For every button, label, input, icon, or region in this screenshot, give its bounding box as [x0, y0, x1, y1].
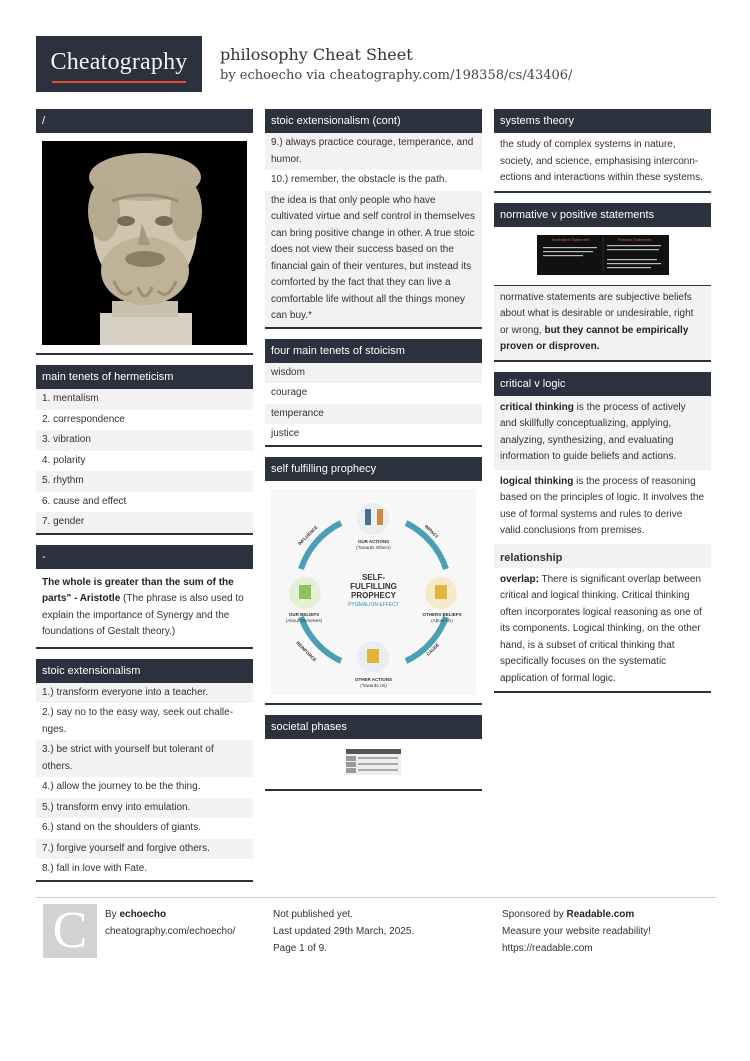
footer-updated: Last updated 29th March, 2025.: [273, 926, 415, 937]
critical-thinking-term: critical thinking: [500, 401, 574, 413]
relationship-subheading: relationship: [494, 544, 711, 568]
section-title: normative v positive statements: [494, 203, 711, 227]
critical-thinking-text: [494, 396, 711, 470]
list-item: 8.) fall in love with Fate.: [42, 863, 148, 874]
footer-author-link[interactable]: echoecho: [119, 909, 167, 920]
diagram-center-2: FULFILLING: [350, 581, 397, 591]
diagram-reinforce-label: REINFORCE: [295, 639, 318, 663]
page-subtitle[interactable]: by echoecho via cheatography.com/198358/cs/43406/: [220, 68, 573, 83]
diagram-right-sub: (About Us): [431, 617, 453, 623]
list-item: 7. gender: [36, 512, 253, 533]
list-item: the idea is that only people who have cultivated virtue and self control in themselves can bring positive change in other. A true stoic does not view their success based on the financial gain of their ventures, but instead its comforted by the fact that they can live a comfortable life without all the things money can buy.*: [265, 191, 482, 327]
list-item: 9.) always practice courage, temperance, and humor.: [265, 133, 482, 170]
section-four-tenets: [265, 339, 482, 447]
section-self-fulfilling-prophecy: [265, 457, 482, 705]
footer-sponsor-url[interactable]: https://readable.com: [502, 943, 593, 954]
normative-positive-image: [537, 235, 669, 275]
list-item: 1.) transform everyone into a teacher.: [36, 683, 253, 704]
section-title: systems theory: [494, 109, 711, 133]
list-item: 2. correspondence: [42, 413, 125, 425]
footer-published: Not published yet.: [273, 909, 354, 920]
section-title: stoic extensionalism: [36, 659, 253, 683]
section-title: main tenets of hermeticism: [36, 365, 253, 389]
section-title: four main tenets of stoicism: [265, 339, 482, 363]
list-item: 1. mentalism: [36, 389, 253, 410]
logo-underline: [52, 81, 186, 83]
logical-thinking-definition: is the process of reasoning based on the principles of logic. It involves the use of formal systems and rules to derive valid conclusions from premises.: [500, 475, 705, 536]
footer-author-url[interactable]: cheatography.com/echoecho/: [105, 926, 236, 937]
diagram-right-label: OTHERS BELIEFS: [422, 611, 462, 617]
diagram-influence-label: INFLUENCE: [297, 524, 319, 546]
section-critical-logic: [494, 372, 711, 694]
list-item: courage: [271, 387, 308, 398]
diagram-bottom-label: OTHER ACTIONS: [354, 676, 393, 682]
section-stoic-extensionalism: [36, 659, 253, 882]
critical-thinking-definition: is the process of actively and skillfully conceptualizing, applying, analyzing, synthesizing, and evaluating information to guide beliefs and actions.: [500, 401, 686, 462]
list-item: 5.) transform envy into emulation.: [36, 798, 253, 819]
footer-sponsor-label: Sponsored by: [502, 909, 567, 920]
list-item: 2.) say no to the easy way, seek out challenges.: [42, 707, 234, 735]
diagram-center-3: PROPHECY: [351, 590, 396, 600]
overlap-text: [494, 568, 711, 692]
diagram-cause-label: CAUSE: [425, 641, 441, 657]
logical-thinking-text: [494, 470, 711, 544]
philosopher-bust-image: [42, 141, 247, 345]
image-left-heading: Normative Statement: [551, 236, 590, 242]
section-title: -: [36, 545, 253, 569]
diagram-top-sub: (Towards Others): [356, 544, 391, 550]
image-text-lines: [537, 235, 669, 275]
footer-page-number: Page 1 of 9.: [273, 943, 327, 954]
section-bust: [36, 109, 253, 355]
diagram-center-1: SELF-: [361, 572, 386, 582]
quote-text: [36, 569, 253, 647]
diagram-left-label: OUR BELIEFS: [288, 611, 320, 617]
section-title: critical v logic: [494, 372, 711, 396]
section-title: self fulfilling prophecy: [265, 457, 482, 481]
prophecy-diagram: [271, 489, 476, 695]
section-hermeticism: [36, 365, 253, 535]
section-title: /: [36, 109, 253, 133]
footer-sponsor-text: Measure your website readability!: [502, 926, 651, 937]
column-1: [36, 109, 253, 892]
diagram-left-sub: (About Ourselves): [285, 617, 323, 623]
section-aristotle-quote: [36, 545, 253, 649]
section-normative-positive: [494, 203, 711, 362]
section-societal-phases: [265, 715, 482, 791]
overlap-definition: There is significant overlap between critical and logical thinking. Critical thinking often incorporates logical reasoning as one of its components. Logical thinking, on the other hand, is a subset of critical thinking that specifically focuses on the systematic application of formal logic.: [500, 573, 702, 684]
section-title: societal phases: [265, 715, 482, 739]
list-item: 6. cause and effect: [42, 495, 127, 507]
column-3: [494, 109, 711, 703]
diagram-center-4: PYGMALION EFFECT: [348, 601, 399, 608]
footer-sponsor-link[interactable]: Readable.com: [566, 909, 635, 920]
section-stoic-extensionalism-cont: [265, 109, 482, 329]
list-item: 6.) stand on the shoulders of giants.: [42, 822, 201, 833]
section-systems-theory: [494, 109, 711, 193]
diagram-impact-label: IMPACT: [423, 523, 440, 539]
diagram-bottom-sub: (Towards Us): [360, 682, 387, 688]
column-2: [265, 109, 482, 801]
list-item: 4. polarity: [42, 454, 86, 466]
cheatography-c-logo[interactable]: C: [43, 904, 97, 958]
logo-text: Cheatography: [50, 49, 188, 75]
quote-bold: The whole is greater than the sum of the parts" - Aristotle: [42, 576, 234, 604]
image-right-heading: Positive Statement: [617, 236, 652, 242]
list-item: 3. vibration: [36, 430, 253, 451]
cheatography-logo[interactable]: [36, 36, 202, 92]
normative-text-bold: but they cannot be empirically proven or disproven.: [500, 324, 689, 352]
list-item: 7.) forgive yourself and forgive others.: [36, 839, 253, 860]
list-item: wisdom: [265, 363, 482, 384]
footer-by-label: By: [105, 909, 120, 920]
list-item: 10.) remember, the obstacle is the path.: [271, 174, 448, 185]
societal-phases-table-image: [346, 749, 401, 775]
list-item: temperance: [265, 404, 482, 425]
section-title: stoic extensionalism (cont): [265, 109, 482, 133]
page-header: [36, 36, 716, 94]
footer-sponsor-line: [502, 906, 634, 923]
page-title: philosophy Cheat Sheet: [220, 45, 413, 64]
logical-thinking-term: logical thinking: [500, 475, 574, 487]
systems-text: the study of complex systems in nature, society, and science, emphasising interconnections and interactions within these systems.: [500, 139, 703, 183]
diagram-top-label: OUR ACTIONS: [357, 538, 390, 544]
normative-text: [494, 286, 711, 360]
list-item: 5. rhythm: [36, 471, 253, 492]
normative-text-plain: normative statements are subjective beliefs about what is desirable or undesirable, right or wrong,: [500, 291, 694, 336]
page-footer: [36, 897, 716, 967]
list-item: 3.) be strict with yourself but tolerant of others.: [36, 740, 253, 777]
quote-rest: (The phrase is also used to explain the importance of Synergy and the foundations of Gestalt theory.): [42, 593, 244, 637]
footer-author-line: [105, 906, 166, 923]
list-item: 4.) allow the journey to be the thing.: [42, 781, 201, 792]
list-item: justice: [271, 428, 300, 439]
overlap-term: overlap:: [500, 573, 539, 585]
